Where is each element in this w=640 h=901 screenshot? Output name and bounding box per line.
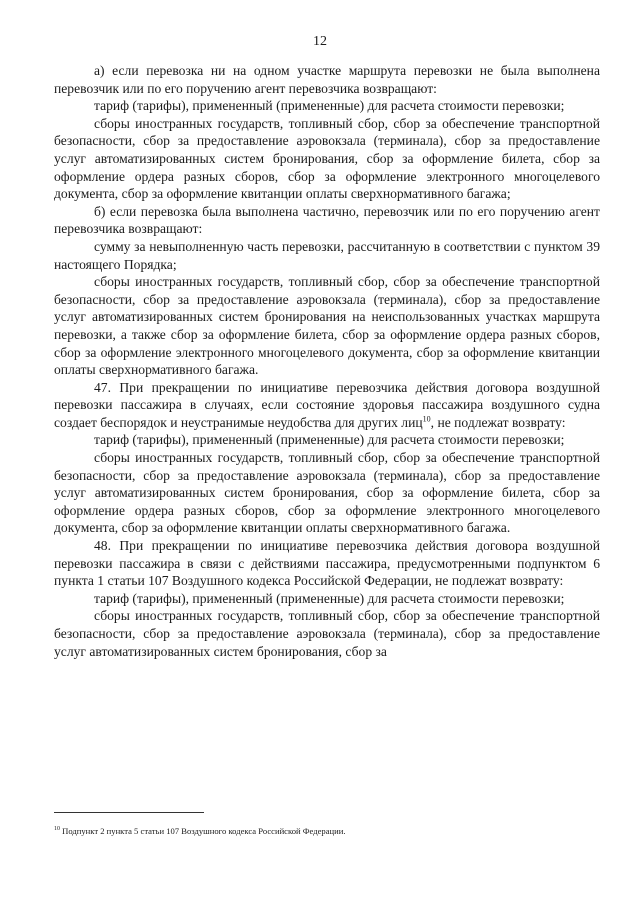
document-body — [54, 62, 600, 660]
footnote-reference: 10 — [422, 414, 431, 424]
paragraph-a-intro: а) если перевозка ни на одном участке маршрута перевозки не была выполнена перевозчик или по его поручению агент перевозчика возвращают: — [54, 63, 600, 96]
paragraph-a-tariff: тариф (тарифы), примененный (примененные) для расчета стоимости перевозки; — [94, 98, 565, 114]
footnote-text: Подпункт 2 пункта 5 статьи 107 Воздушного кодекса Российской Федерации. — [60, 826, 346, 836]
paragraph-b-intro: б) если перевозка была выполнена частично, перевозчик или по его поручению агент перевозчика возвращают: — [54, 203, 600, 237]
paragraph-47-tail: , не подлежат возврату: — [430, 414, 566, 430]
paragraph-b-fees: сборы иностранных государств, топливный сбор, сбор за обеспечение транспортной безопасности, сбор за предоставление аэровокзала (терминала), сбор за предоставление услуг автоматизированных систем бронирования на неиспользованных участках маршрута перевозки, а также сбор за оформление билета, сбор за оформление ордера разных сборов, сбор за оформление электронного многоцелевого документа, сбор за оформление квитанции оплаты сверхнормативного багажа. — [54, 274, 600, 378]
footnote-divider — [54, 812, 204, 813]
paragraph-47 — [54, 379, 600, 432]
page-number: 12 — [313, 34, 327, 49]
footnote — [54, 826, 600, 837]
paragraph-a-fees: сборы иностранных государств, топливный сбор, сбор за обеспечение транспортной безопасности, сбор за предоставление аэровокзала (терминала), сбор за предоставление услуг автоматизированных систем бронирования, сбор за оформление билета, сбор за оформление ордера разных сборов, сбор за оформление электронного многоцелевого документа, сбор за оформление квитанции оплаты сверхнормативного багажа; — [54, 115, 600, 202]
paragraph-48: 48. При прекращении по инициативе перевозчика действия договора воздушной перевозки пассажира в связи с действиями пассажира, предусмотренными подпунктом 6 пункта 1 статьи 107 Воздушного кодекса Российской Федерации, не подлежат возврату: — [54, 538, 600, 589]
footnote-number: 10 — [54, 826, 60, 833]
paragraph-48-tariff: тариф (тарифы), примененный (примененные) для расчета стоимости перевозки; — [94, 590, 565, 606]
paragraph-b-amount: сумму за невыполненную часть перевозки, рассчитанную в соответствии с пунктом 39 настоящего Порядка; — [54, 238, 600, 272]
paragraph-48-fees: сборы иностранных государств, топливный сбор, сбор за обеспечение транспортной безопасности, сбор за предоставление аэровокзала (терминала), сбор за предоставление услуг автоматизированных систем бронирования, сбор за — [54, 608, 600, 659]
paragraph-47-tariff: тариф (тарифы), примененный (примененные) для расчета стоимости перевозки; — [94, 432, 565, 448]
paragraph-47-text: 47. При прекращении по инициативе перевозчика действия договора воздушной перевозки пассажира в случаях, если состояние здоровья пассажира воздушного судна создает беспорядок и неустранимые неудобства для других лиц — [54, 379, 600, 430]
paragraph-47-fees: сборы иностранных государств, топливный сбор, сбор за обеспечение транспортной безопасности, сбор за предоставление аэровокзала (терминала), сбор за предоставление услуг автоматизированных систем бронирования, сбор за оформление билета, сбор за оформление ордера разных сборов, сбор за оформление электронного многоцелевого документа, сбор за оформление квитанции оплаты сверхнормативного багажа. — [54, 450, 600, 536]
